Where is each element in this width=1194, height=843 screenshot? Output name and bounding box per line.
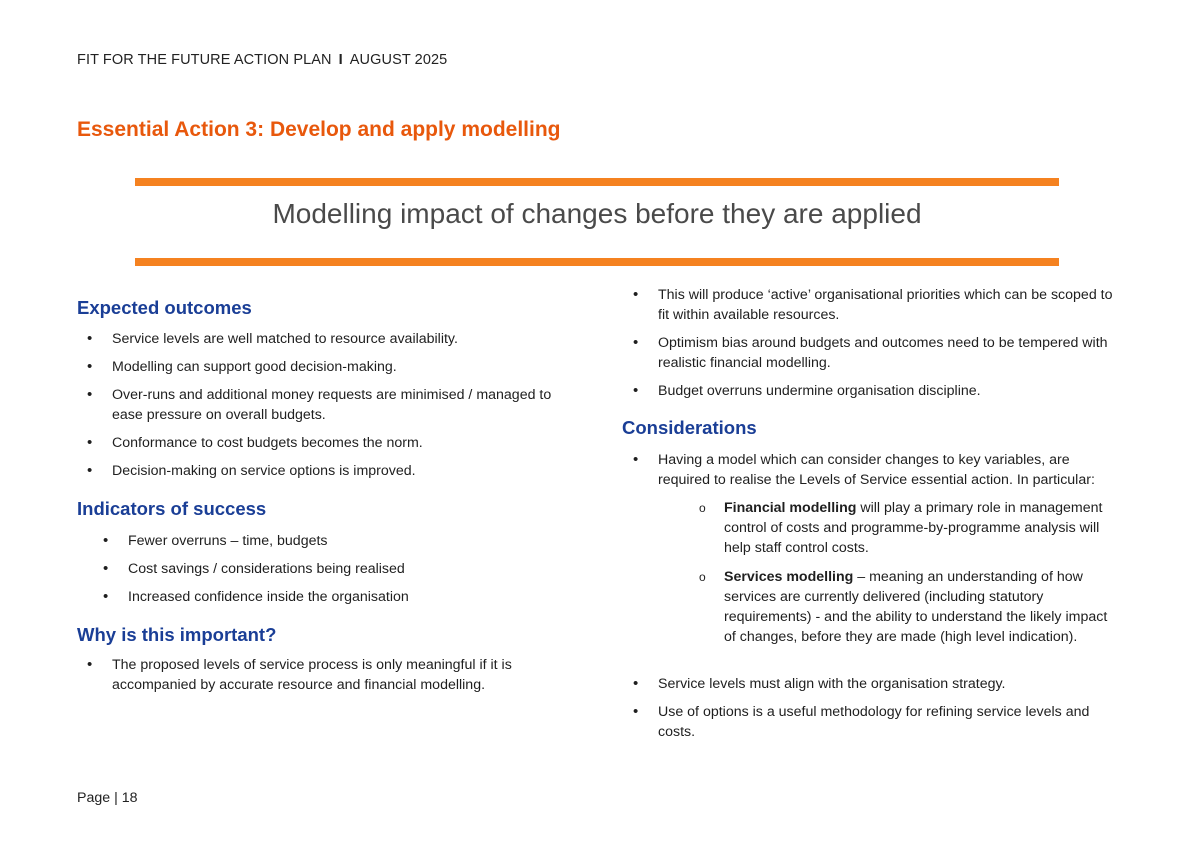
banner-bottom-rule — [135, 258, 1059, 266]
list-item: • Having a model which can consider changes to key variables, are required to realise the Levels of Service essential action. In particular: — [658, 450, 1123, 490]
list-item: • Budget overruns undermine organisation discipline. — [658, 381, 1123, 401]
why-important-list — [112, 655, 552, 703]
considerations-intro-list — [658, 450, 1123, 498]
page-footer — [77, 790, 138, 806]
banner-heading: Modelling impact of changes before they are applied — [272, 198, 922, 229]
sub-list-item — [724, 498, 1109, 558]
list-item: • Over-runs and additional money requests are minimised / managed to ease pressure on overall budgets. — [112, 385, 567, 425]
footer-page-label: Page — [77, 790, 111, 806]
sub-item-text: – meaning an understanding of how services are currently delivered (including statutory requirements) - and the ability to understand the likely impact of changes, before they are made (high level indication). — [724, 569, 1108, 645]
list-item: • Service levels are well matched to resource availability. — [112, 329, 567, 349]
list-item: • Decision-making on service options is improved. — [112, 461, 567, 481]
why-important-heading: Why is this important? — [77, 624, 277, 645]
list-item: • Fewer overruns – time, budgets — [128, 531, 567, 551]
list-item: • Cost savings / considerations being realised — [128, 559, 567, 579]
indicators-heading: Indicators of success — [77, 498, 267, 519]
sub-item-bold: Financial modelling — [724, 500, 857, 516]
header-document-title: FIT FOR THE FUTURE ACTION PLAN — [77, 52, 332, 68]
list-item: • Service levels must align with the organisation strategy. — [658, 674, 1123, 694]
sub-list-item — [724, 567, 1109, 647]
footer-page-number: 18 — [121, 790, 138, 806]
running-header — [77, 52, 447, 68]
list-item: • The proposed levels of service process is only meaningful if it is accompanied by accurate resource and financial modelling. — [112, 655, 552, 695]
list-item: • Use of options is a useful methodology for refining service levels and costs. — [658, 702, 1123, 742]
sub-item-text: will play a primary role in management control of costs and programme-by-programme analysis will help staff control costs. — [724, 500, 1103, 556]
list-item: • Modelling can support good decision-making. — [112, 357, 567, 377]
header-separator: I — [338, 52, 343, 68]
list-item: • Optimism bias around budgets and outcomes need to be tempered with realistic financial modelling. — [658, 333, 1123, 373]
expected-outcomes-list — [112, 329, 567, 489]
expected-outcomes-heading: Expected outcomes — [77, 297, 252, 318]
considerations-sub-list — [724, 498, 1109, 656]
footer-separator: | — [114, 790, 118, 806]
list-item: • This will produce ‘active’ organisational priorities which can be scoped to fit within available resources. — [658, 285, 1123, 325]
banner-top-rule — [135, 178, 1059, 186]
page-title: Essential Action 3: Develop and apply modelling — [77, 118, 561, 141]
considerations-heading: Considerations — [622, 417, 757, 438]
why-important-continued-list — [658, 285, 1123, 409]
indicators-list — [128, 531, 567, 615]
considerations-after-list — [658, 674, 1123, 750]
list-item: • Increased confidence inside the organisation — [128, 587, 567, 607]
header-date: AUGUST 2025 — [349, 52, 448, 68]
sub-item-bold: Services modelling — [724, 569, 854, 585]
list-item: • Conformance to cost budgets becomes the norm. — [112, 433, 567, 453]
